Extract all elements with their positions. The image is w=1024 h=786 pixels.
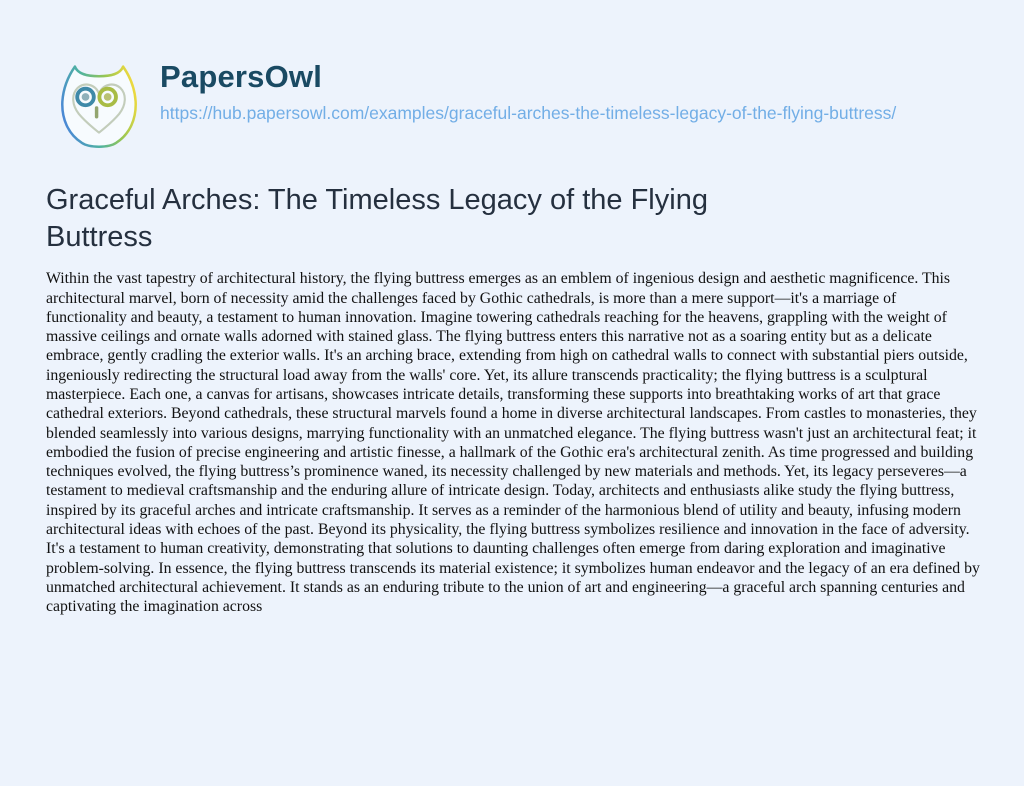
papersowl-logo: [46, 56, 152, 162]
header-text: [160, 56, 896, 125]
source-url-link[interactable]: https://hub.papersowl.com/examples/graceful-arches-the-timeless-legacy-of-the-flying-buttress/: [160, 102, 897, 123]
header: [46, 56, 980, 162]
owl-logo-icon: [46, 56, 152, 162]
page-title: Graceful Arches: The Timeless Legacy of the Flying Buttress: [46, 184, 708, 254]
brand-name: PapersOwl: [160, 59, 323, 94]
article-body: Within the vast tapestry of architectural history, the flying buttress emerges as an emblem of ingenious design and aesthetic magnificence. This architectural marvel, born of necessity amid the challenges faced by Gothic cathedrals, is more than a mere support—it's a marriage of functionality and beauty, a testament to human innovation. Imagine towering cathedrals reaching for the heavens, grappling with the weight of massive ceilings and ornate walls adorned with stained glass. The flying buttress enters this narrative not as a soaring entity but as a delicate embrace, gently cradling the exterior walls. It's an arching brace, extending from high on cathedral walls to connect with substantial piers outside, ingeniously redirecting the structural load away from the walls' core. Yet, its allure transcends practicality; the flying buttress is a sculptural masterpiece. Each one, a canvas for artisans, showcases intricate details, transforming these supports into breathtaking works of art that grace cathedral exteriors. Beyond cathedrals, these structural marvels found a home in diverse architectural landscapes. From castles to monasteries, they blended seamlessly into various designs, marrying functionality with an unmatched elegance. The flying buttress wasn't just an architectural feat; it embodied the fusion of precise engineering and artistic finesse, a hallmark of the Gothic era's architectural zenith. As time progressed and building techniques evolved, the flying buttress’s prominence waned, its necessity challenged by new materials and methods. Yet, its legacy perseveres—a testament to medieval craftsmanship and the enduring allure of intricate design. Today, architects and enthusiasts alike study the flying buttress, inspired by its graceful arches and intricate craftsmanship. It serves as a reminder of the harmonious blend of utility and beauty, infusing modern architectural ideas with echoes of the past. Beyond its physicality, the flying buttress symbolizes resilience and innovation in the face of adversity. It's a testament to human creativity, demonstrating that solutions to daunting challenges often emerge from daring exploration and imaginative problem-solving. In essence, the flying buttress transcends its material existence; it symbolizes human endeavor and the legacy of an era defined by unmatched architectural achievement. It stands as an enduring tribute to the union of art and engineering—a graceful arch spanning centuries and captivating the imagination across: [46, 270, 980, 616]
